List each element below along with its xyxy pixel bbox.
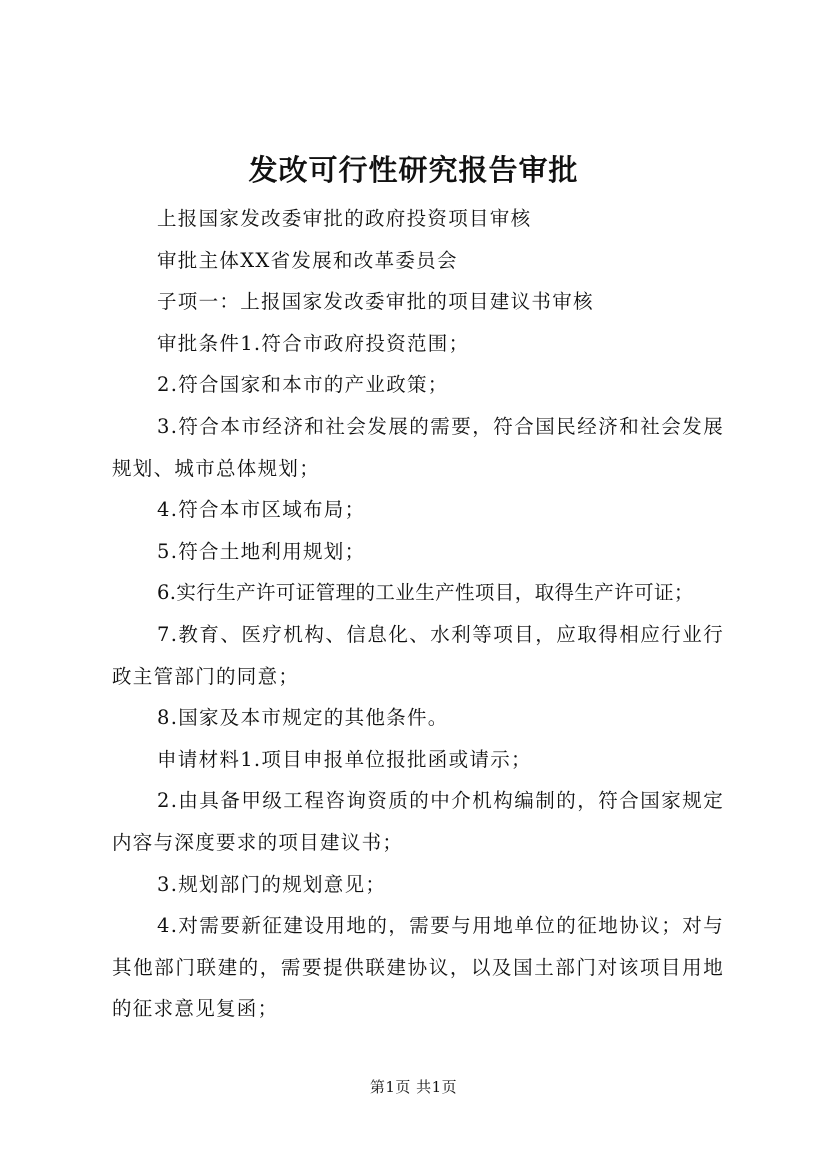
document-body	[112, 198, 724, 1030]
paragraph-condition-1: 审批条件1.符合市政府投资范围；	[157, 331, 470, 355]
paragraph-condition-6: 6.实行生产许可证管理的工业生产性项目，取得生产许可证；	[157, 581, 694, 605]
paragraph-condition-3: 3.符合本市经济和社会发展的需要，符合国民经济和社会发展规划、城市总体规划；	[112, 414, 724, 480]
document-title: 发改可行性研究报告审批	[248, 153, 579, 187]
paragraph-material-4: 4.对需要新征建设用地的，需要与用地单位的征地协议；对与其他部门联建的，需要提供联建协议，以及国土部门对该项目用地的征求意见复函；	[112, 914, 724, 1021]
paragraph-approval-authority: 审批主体XX省发展和改革委员会	[157, 248, 458, 272]
paragraph-material-2: 2.由具备甲级工程咨询资质的中介机构编制的，符合国家规定内容与深度要求的项目建议书；	[112, 789, 724, 854]
page-footer: 第1页 共1页	[369, 1078, 458, 1096]
paragraph-condition-5: 5.符合土地利用规划；	[157, 539, 366, 563]
paragraph-submission-review: 上报国家发改委审批的政府投资项目审核	[157, 207, 532, 230]
paragraph-condition-8: 8.国家及本市规定的其他条件。	[157, 706, 449, 730]
paragraph-subitem-one: 子项一：上报国家发改委审批的项目建议书审核	[157, 290, 594, 314]
paragraph-material-3: 3.规划部门的规划意见；	[157, 872, 387, 896]
paragraph-condition-7: 7.教育、医疗机构、信息化、水利等项目，应取得相应行业行政主管部门的同意；	[112, 622, 724, 688]
paragraph-material-1: 申请材料1.项目申报单位报批函或请示；	[157, 747, 532, 771]
paragraph-condition-2: 2.符合国家和本市的产业政策；	[157, 373, 449, 397]
paragraph-condition-4: 4.符合本市区域布局；	[157, 498, 366, 522]
